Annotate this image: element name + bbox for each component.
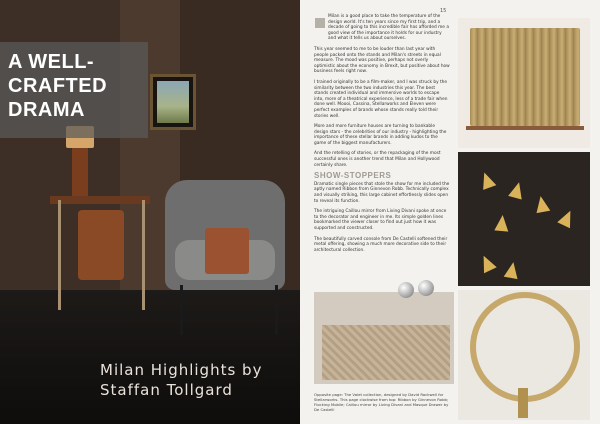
paragraph: I trained originally to be a film-maker, and I was struck by the similarity between the two industries this year. The best stands created individual and immersive worlds to escape into, more of a theatrical experience, less of a trade fair when done well. Moooi, Cassina, Stellarworks and Eleven were perfect examples of brands whose stands really told their stories well.: [314, 79, 448, 119]
ribbon-cabinet: [470, 28, 580, 126]
paragraph: Milan is a good place to take the temperature of the design world. It's ten years since my first trip, and a decade of going to this incredible fair has afforded me a good view of the importance it holds for our industry and what it tells us about ourselves.: [328, 14, 449, 42]
marble-floor: [0, 290, 300, 424]
photo-caption: Opposite page: The Valet collection, designed by David Rockwell for Stellarworks. This page clockwise from top: Ribbon by Ginnevon Robb; Flocking Mobile; Caillou mirror by Living Divani and Masque Drawer by De Castelli: [314, 392, 449, 412]
subtitle: Milan Highlights by Staffan Tollgard: [100, 361, 263, 399]
cabinet-base: [466, 126, 584, 130]
article-body: [314, 14, 450, 258]
side-table: [50, 196, 150, 204]
paragraph: And the retelling of stories, or the repackaging of the most successful ones is another trend that Milan and Hollywood certainly share.: [314, 151, 441, 168]
leather-pouch: [205, 228, 249, 274]
mirror-ring: [470, 292, 580, 402]
carved-console: [322, 325, 450, 380]
paragraph: More and more furniture houses are turning to bankable design stars - the celebrities of our industry - highlighting the importance of these stellar brands in adding kudos to the game of the biggest manufacturers.: [314, 124, 447, 146]
paragraph: Dramatic single pieces that stole the show for me included the aptly named Ribbon from Ginnevon Robb. Technically complex and visually striking, this large cabinet effortlessly slides open to reveal its function.: [314, 181, 450, 204]
leather-sling: [78, 210, 124, 280]
mirror-stem: [518, 388, 528, 418]
headline: A WELL-CRAFTED DRAMA: [8, 51, 108, 121]
paragraph: The intriguing Caillou mirror from Living Divani spoke at once to the decorator and engineer in me. Its simple golden lines bookmarked the viewer closer to find out just how it was supported and constructed.: [314, 209, 447, 231]
lamp-base: [72, 148, 88, 196]
framed-painting: [150, 74, 196, 130]
section-heading: SHOW-STOPPERS: [314, 171, 392, 181]
paragraph: This year seemed to me to be louder than last year with people packed onto the stands and Milan's streets in equal measure. The mood was positive, perhaps not overly optimistic about the economy in Brexit, but positive about how business feels right now.: [314, 46, 450, 75]
paragraph: The beautifully carved console from De Castelli softened their metal offering, showing a much more decorative side to their architectural collection.: [314, 236, 448, 253]
page-number: 15: [440, 8, 447, 14]
